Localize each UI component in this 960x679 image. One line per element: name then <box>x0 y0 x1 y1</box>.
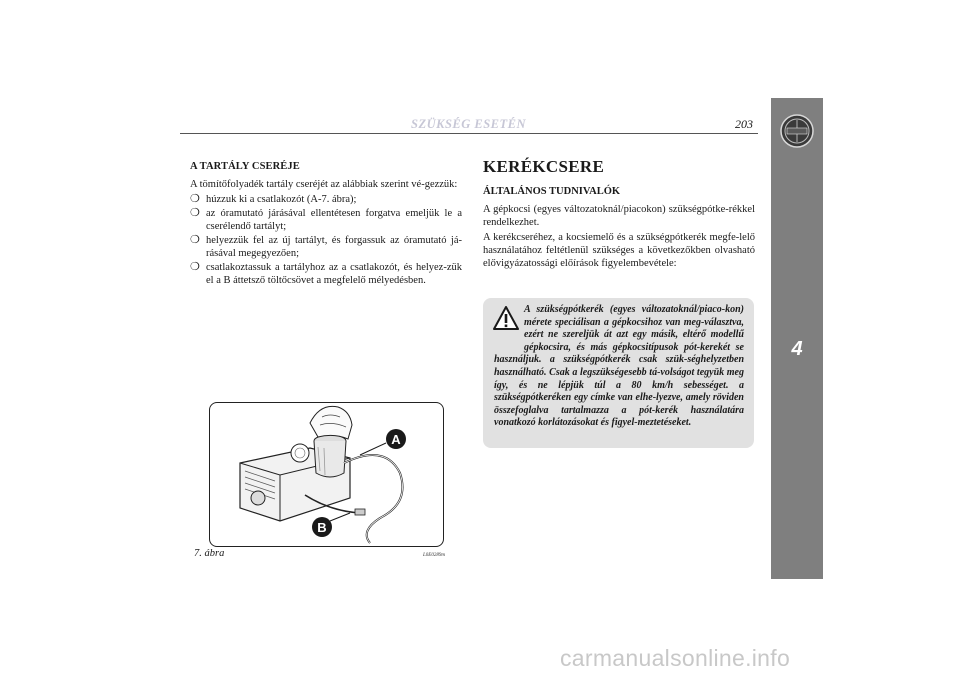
bullet-circle-icon: ❍ <box>190 193 200 205</box>
label-a-text: A <box>391 432 401 447</box>
bullet-circle-icon: ❍ <box>190 234 200 246</box>
steps-list <box>190 193 462 287</box>
step-text: csatlakoztassuk a tartályhoz az a csatlakozót, és helyez-zük el a B áttetsző töltőcsövet a megfelelő mélyedésben. <box>206 262 462 286</box>
step-text: húzzuk ki a csatlakozót (A-7. ábra); <box>206 194 357 205</box>
icon-spacer <box>494 304 524 342</box>
label-b-badge <box>312 517 332 537</box>
list-item <box>190 207 462 233</box>
intro-paragraph: A tömítőfolyadék tartály cseréjét az alábbiak szerint vé-gezzük: <box>190 179 458 190</box>
body-paragraph: A kerékcseréhez, a kocsiemelő és a szükségpótkerék megfe-lelő használatához feltétlenül szükséges a következőkben olvasható elővigyázatossági előírások figyelembevétele: <box>483 232 755 269</box>
watermark: carmanualsonline.info <box>560 645 791 671</box>
label-b-text: B <box>317 520 327 535</box>
figure-caption: 7. ábra <box>194 548 225 559</box>
header-divider <box>180 133 758 134</box>
warning-text-block <box>494 304 744 430</box>
section-heading: A TARTÁLY CSERÉJE <box>190 161 300 172</box>
figure-code: L0E0289m <box>423 553 445 558</box>
main-heading: KERÉKCSERE <box>483 157 605 176</box>
page-number: 203 <box>735 117 753 131</box>
list-item <box>190 193 462 206</box>
bullet-circle-icon: ❍ <box>190 261 200 273</box>
figure-illustration <box>209 402 444 547</box>
header-title: SZÜKSÉG ESETÉN <box>411 117 527 131</box>
tyre-kit-illustration <box>210 403 443 546</box>
warning-box <box>483 298 754 448</box>
step-text: helyezzük fel az új tartályt, és forgassuk az óramutató já-rásával megegyezően; <box>206 235 462 259</box>
label-a-badge <box>386 429 406 449</box>
bullet-circle-icon: ❍ <box>190 207 200 219</box>
right-column <box>483 157 755 272</box>
subheading: ÁLTALÁNOS TUDNIVALÓK <box>483 186 621 197</box>
body-paragraph: A gépkocsi (egyes változatoknál/piacokon) szükségpótke-rékkel rendelkezhet. <box>483 204 755 228</box>
chapter-number: 4 <box>791 338 803 360</box>
list-item <box>190 234 462 260</box>
left-column <box>190 160 462 288</box>
step-text: az óramutató járásával ellentétesen forgatva emeljük le a cserélendő tartályt; <box>206 208 462 232</box>
list-item <box>190 261 462 287</box>
warning-text: A szükségpótkerék (egyes változatoknál/piaco-kon) mérete speciálisan a gépkocsihoz van meg-választva, ezért ne szereljük át azt egy másik, eltérő modellű gépkocsira, és más gépkocsitípusok pót-kerekét se használjuk. a szükségpótkerék csak szük-séghelyzetben használható. Csak a legszükségesebb tá-volságot tegyük meg így, és ne lépjük túl a 80 km/h sebességet. a szükségpótkeréken egy címke van elhe-lyezve, amely röviden összefoglalva tartalmazza a pót-kerék használatára vonatkozó korlátozásokat és figyel-meztetéseket. <box>494 304 744 429</box>
brand-logo-icon <box>780 114 814 148</box>
